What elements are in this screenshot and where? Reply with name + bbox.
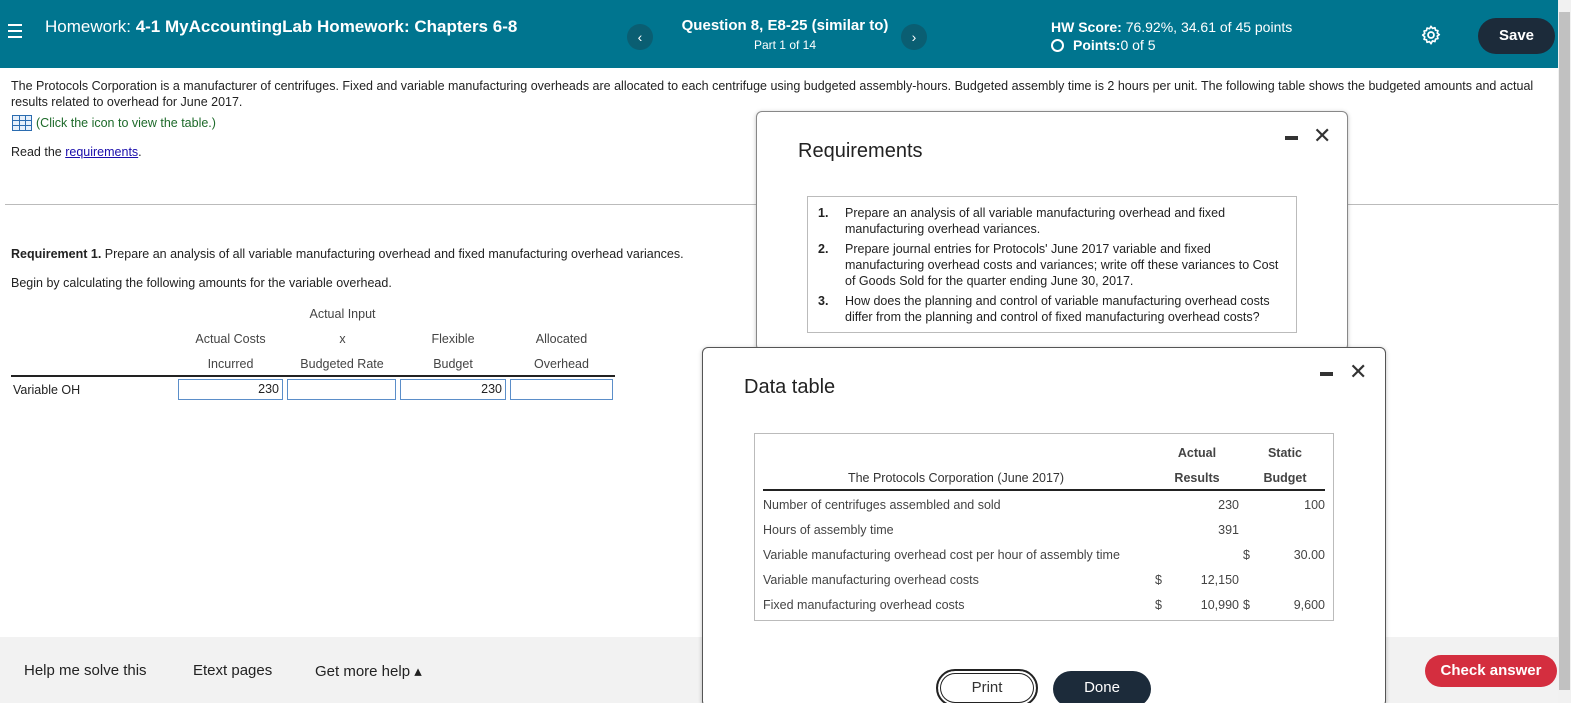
header-static: Static bbox=[1267, 446, 1303, 460]
table-cell-currency: $ bbox=[1155, 573, 1162, 587]
header-flexible: Flexible bbox=[431, 332, 475, 346]
header-budget: Budget bbox=[1263, 471, 1307, 485]
question-part: Part 1 of 14 bbox=[753, 38, 817, 52]
header-actual-costs: Actual Costs bbox=[195, 332, 266, 346]
table-title: The Protocols Corporation (June 2017) bbox=[847, 471, 1065, 485]
homework-title: Homework: 4-1 MyAccountingLab Homework: Chapters 6-8 bbox=[45, 17, 518, 36]
header-underline bbox=[763, 489, 1325, 491]
close-icon[interactable]: ✕ bbox=[1313, 123, 1332, 148]
question-title: Question 8, E8-25 (similar to) bbox=[681, 17, 889, 34]
table-row-label: Variable manufacturing overhead cost per hour of assembly time bbox=[763, 548, 1120, 562]
table-cell-currency: $ bbox=[1243, 548, 1250, 562]
table-cell-actual: 391 bbox=[1218, 523, 1239, 537]
table-cell-currency: $ bbox=[1243, 598, 1250, 612]
requirements-link[interactable]: requirements bbox=[65, 145, 139, 159]
requirement-item: 2. Prepare journal entries for Protocols' June 2017 variable and fixed manufacturing overhead costs and variances; write off these variances to Cost of Goods Sold for the quarter ending June 30, 2017. bbox=[818, 242, 1279, 288]
row-label-variable-oh: Variable OH bbox=[13, 383, 81, 397]
header-budgeted-rate: Budgeted Rate bbox=[300, 357, 384, 371]
header-underline bbox=[11, 375, 615, 377]
save-button[interactable]: Save bbox=[1478, 18, 1555, 54]
table-cell-actual: 12,150 bbox=[1200, 573, 1239, 587]
instruction-text: Begin by calculating the following amounts for the variable overhead. bbox=[11, 276, 392, 290]
minimize-icon[interactable] bbox=[1320, 372, 1333, 376]
requirement-item: 3. How does the planning and control of variable manufacturing overhead costs differ from the planning and control of fixed manufacturing overhead costs? bbox=[818, 294, 1270, 324]
gear-icon[interactable] bbox=[1420, 24, 1442, 46]
requirement-1-text: Requirement 1. Prepare an analysis of all variable manufacturing overhead and fixed manufacturing overhead variances. bbox=[11, 247, 684, 261]
divider bbox=[1348, 204, 1558, 205]
read-requirements: Read the requirements. bbox=[11, 145, 142, 159]
table-cell-static: 9,600 bbox=[1293, 598, 1325, 612]
header-times: x bbox=[339, 332, 346, 346]
done-button[interactable]: Done bbox=[1053, 671, 1151, 703]
get-more-help-button[interactable]: Get more help ▴ bbox=[315, 663, 422, 680]
previous-question-button[interactable]: ‹ bbox=[627, 24, 653, 50]
points-circle-icon bbox=[1051, 39, 1064, 52]
budgeted-rate-input[interactable] bbox=[287, 379, 396, 400]
table-row-label: Fixed manufacturing overhead costs bbox=[763, 598, 965, 612]
requirements-dialog bbox=[756, 111, 1348, 351]
points: Points: 0 of 5 bbox=[1051, 37, 1155, 53]
help-me-solve-button[interactable]: Help me solve this bbox=[24, 662, 147, 679]
data-table-dialog bbox=[702, 347, 1386, 703]
question-intro: The Protocols Corporation is a manufacturer of centrifuges. Fixed and variable manufacturing overheads are allocated to each centrifuge using budgeted assembly-hours. Budgeted assembly time is 2 hours per unit. The following table shows the budgeted amounts and actual results related to overhead for June 2017. bbox=[11, 79, 1534, 109]
next-question-button[interactable]: › bbox=[901, 24, 927, 50]
minimize-icon[interactable] bbox=[1285, 136, 1298, 140]
requirements-list bbox=[807, 196, 1297, 333]
close-icon[interactable]: ✕ bbox=[1349, 359, 1368, 384]
requirements-title: Requirements bbox=[798, 140, 923, 162]
hw-score: HW Score: 76.92%, 34.61 of 45 points bbox=[1051, 19, 1293, 35]
top-header bbox=[0, 0, 1571, 68]
check-answer-button[interactable]: Check answer bbox=[1425, 655, 1557, 687]
header-budget: Budget bbox=[433, 357, 473, 371]
requirement-item: 1. Prepare an analysis of all variable manufacturing overhead and fixed manufacturing overhead variances. bbox=[818, 206, 1226, 236]
allocated-overhead-input[interactable] bbox=[510, 379, 613, 400]
header-incurred: Incurred bbox=[207, 357, 254, 371]
header-actual: Actual bbox=[1177, 446, 1217, 460]
divider bbox=[5, 204, 760, 205]
etext-pages-button[interactable]: Etext pages bbox=[193, 662, 273, 679]
flexible-budget-input[interactable]: 230 bbox=[400, 379, 506, 400]
header-actual-input: Actual Input bbox=[309, 307, 376, 321]
data-table bbox=[754, 433, 1334, 621]
scrollbar-thumb[interactable] bbox=[1559, 12, 1570, 690]
table-cell-actual: 230 bbox=[1218, 498, 1239, 512]
table-cell-static: 100 bbox=[1304, 498, 1325, 512]
header-results: Results bbox=[1174, 471, 1220, 485]
table-row-label: Number of centrifuges assembled and sold bbox=[763, 498, 1001, 512]
table-row-label: Variable manufacturing overhead costs bbox=[763, 573, 979, 587]
table-row-label: Hours of assembly time bbox=[763, 523, 894, 537]
header-allocated: Allocated bbox=[535, 332, 588, 346]
table-cell-currency: $ bbox=[1155, 598, 1162, 612]
print-button[interactable]: Print bbox=[936, 669, 1038, 703]
table-cell-actual: 10,990 bbox=[1200, 598, 1239, 612]
table-icon[interactable] bbox=[12, 115, 32, 131]
actual-costs-input[interactable]: 230 bbox=[178, 379, 283, 400]
menu-icon[interactable] bbox=[8, 24, 22, 38]
table-cell-static: 30.00 bbox=[1293, 548, 1325, 562]
header-overhead: Overhead bbox=[534, 357, 589, 371]
view-table-link[interactable]: (Click the icon to view the table.) bbox=[12, 115, 216, 131]
data-table-title: Data table bbox=[744, 376, 836, 398]
